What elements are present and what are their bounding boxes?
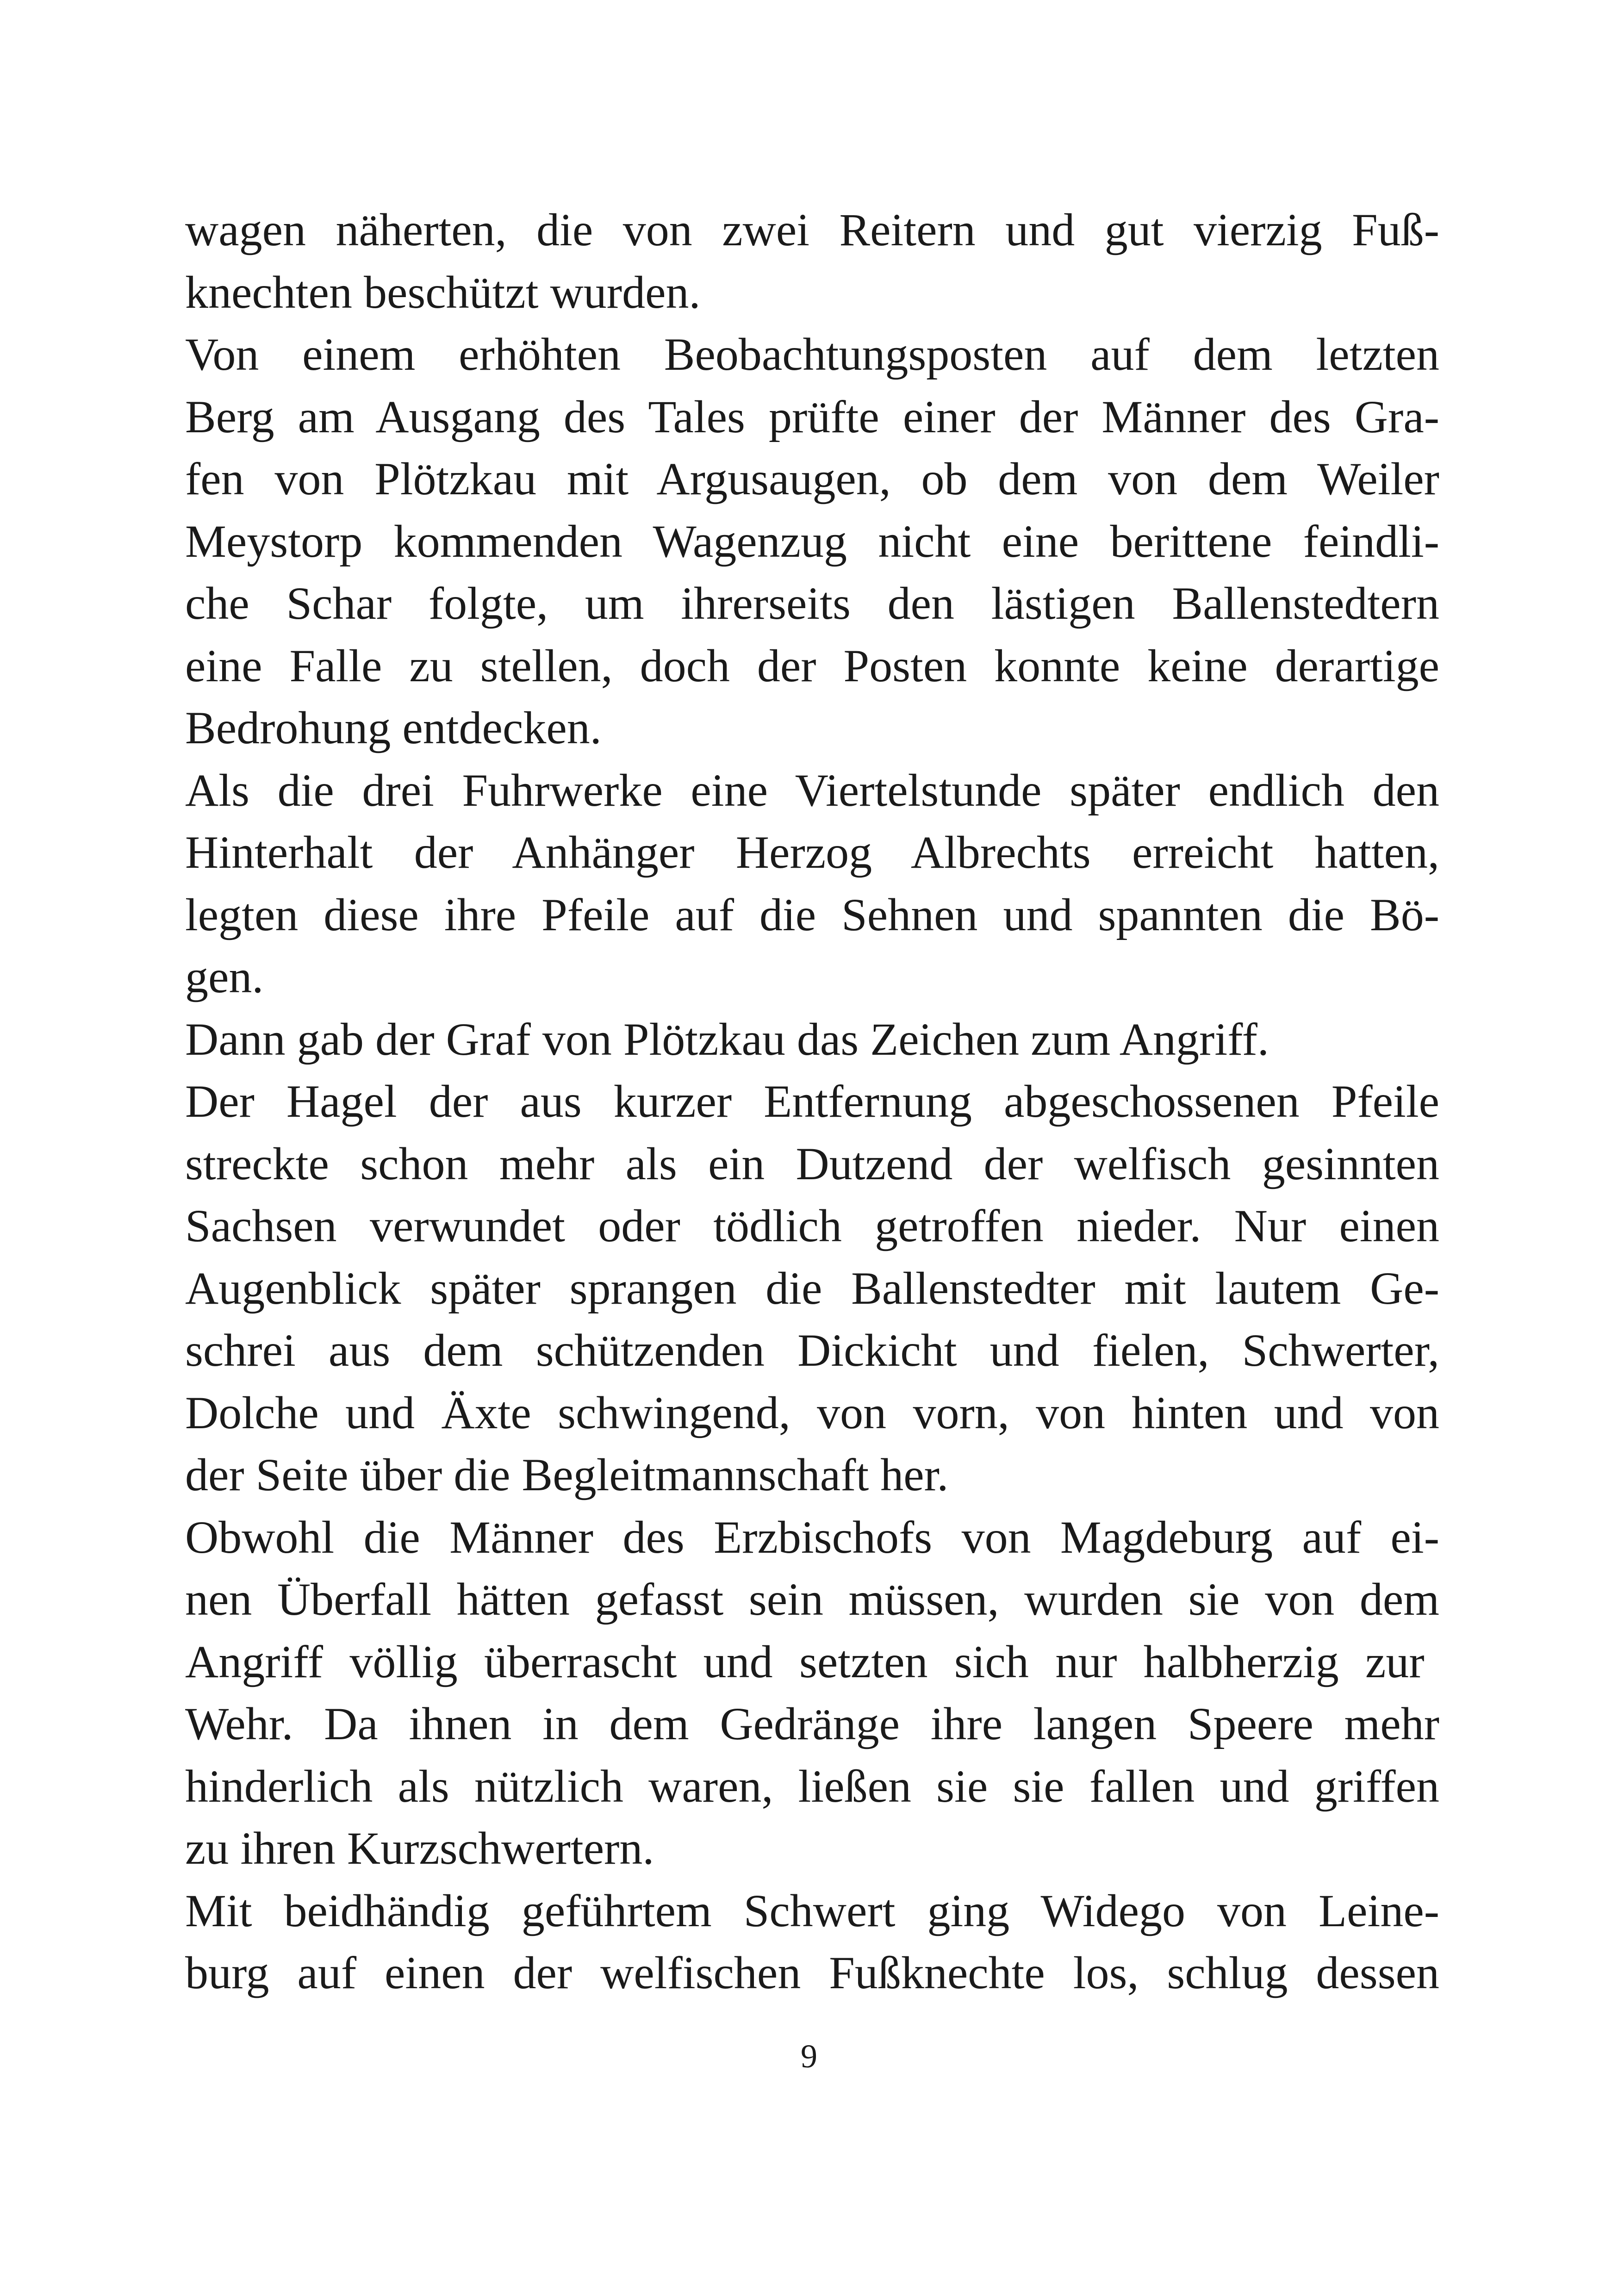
text-line: Hinterhalt der Anhänger Herzog Albrechts erreicht hatten, bbox=[185, 827, 1439, 878]
text-line: legten diese ihre Pfeile auf die Sehnen und spannten die Bö- bbox=[185, 889, 1439, 940]
text-line: fen von Plötzkau mit Argusaugen, ob dem von dem Weiler bbox=[185, 453, 1439, 504]
text-line: wagen näherten, die von zwei Reitern und gut vierzig Fuß- bbox=[185, 204, 1439, 255]
text-line: Dolche und Äxte schwingend, von vorn, von hinten und von bbox=[185, 1387, 1439, 1438]
text-line: Dann gab der Graf von Plötzkau das Zeichen zum Angriff. bbox=[185, 1013, 1269, 1065]
text-line: gen. bbox=[185, 951, 264, 1002]
text-line: Obwohl die Männer des Erzbischofs von Magdeburg auf ei- bbox=[185, 1511, 1439, 1563]
text-line: che Schar folgte, um ihrerseits den lästigen Ballenstedtern bbox=[185, 578, 1439, 629]
text-line: Sachsen verwundet oder tödlich getroffen nieder. Nur einen bbox=[185, 1200, 1439, 1251]
text-line: der Seite über die Begleitmannschaft her. bbox=[185, 1449, 949, 1500]
text-line: Der Hagel der aus kurzer Entfernung abgeschossenen Pfeile bbox=[185, 1076, 1439, 1127]
text-line: Als die drei Fuhrwerke eine Viertelstunde später endlich den bbox=[185, 764, 1439, 816]
text-line: Angriff völlig überrascht und setzten sich nur halbherzig zur bbox=[185, 1636, 1425, 1687]
body-text bbox=[185, 199, 1439, 2004]
text-line: nen Überfall hätten gefasst sein müssen, wurden sie von dem bbox=[185, 1574, 1439, 1625]
text-line: Wehr. Da ihnen in dem Gedränge ihre langen Speere mehr bbox=[185, 1698, 1439, 1749]
text-line: Mit beidhändig geführtem Schwert ging Widego von Leine- bbox=[185, 1885, 1439, 1936]
text-line: Augenblick später sprangen die Ballenstedter mit lautem Ge- bbox=[185, 1262, 1439, 1314]
text-line: Bedrohung entdecken. bbox=[185, 702, 602, 753]
text-line: zu ihren Kurzschwertern. bbox=[185, 1823, 654, 1874]
page-number: 9 bbox=[801, 2038, 817, 2075]
text-line: schrei aus dem schützenden Dickicht und fielen, Schwerter, bbox=[185, 1325, 1439, 1376]
text-line: burg auf einen der welfischen Fußknechte los, schlug dessen bbox=[185, 1947, 1439, 1998]
text-line: eine Falle zu stellen, doch der Posten konnte keine derartige bbox=[185, 640, 1439, 691]
text-line: Von einem erhöhten Beobachtungsposten auf dem letzten bbox=[185, 329, 1439, 380]
text-line: hinderlich als nützlich waren, ließen sie sie fallen und griffen bbox=[185, 1760, 1439, 1812]
text-line: Berg am Ausgang des Tales prüfte einer der Männer des Gra- bbox=[185, 391, 1439, 442]
text-line: Meystorp kommenden Wagenzug nicht eine berittene feindli- bbox=[185, 515, 1439, 567]
text-line: knechten beschützt wurden. bbox=[185, 266, 701, 318]
text-line: streckte schon mehr als ein Dutzend der welfisch gesinnten bbox=[185, 1138, 1439, 1189]
